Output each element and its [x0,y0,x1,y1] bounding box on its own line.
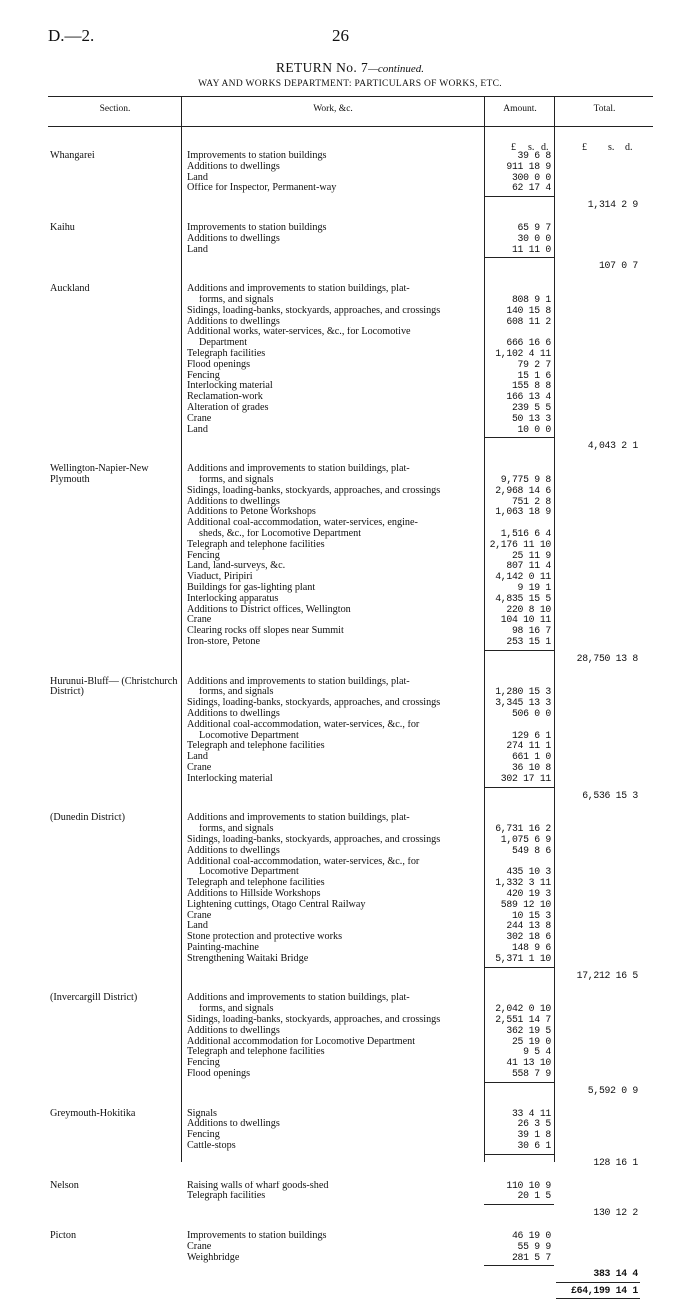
work-item: forms, and signals [199,687,274,698]
amount-value: 39 6 8 [517,150,551,161]
work-item: Department [199,338,248,349]
amount-value: 220 8 10 [506,603,551,615]
work-item: Sidings, loading-banks, stockyards, approaches, and crossings [187,1015,441,1025]
amount-value: 302 17 11 [500,772,551,784]
amount-value: 9 5 4 [523,1046,551,1058]
amount-value: 1,075 6 9 [500,834,551,845]
section-name: Wellington-Napier-New Plymouth [50,463,149,485]
section-total: 17,212 16 5 [576,969,638,981]
amount-value: 62 17 4 [511,182,551,194]
work-item: Additions and improvements to station buildings, plat- [187,993,410,1004]
column-header-section: Section. [99,104,131,114]
total-unit-pounds: £ [582,142,587,153]
work-item: Land [187,244,208,255]
section-name: Hurunui-Bluff— (Christchurch District) [50,675,178,698]
work-item: Raising walls of wharf goods-shed [187,1180,329,1191]
amount-value: 420 19 3 [506,888,551,899]
amount-subtotal-rule [484,196,554,197]
amount-value: 2,551 14 7 [495,1014,551,1025]
work-item: Signals [187,1108,218,1119]
work-item: Additions to Petone Workshops [187,507,316,518]
work-item: Additional accommodation for Locomotive Department [187,1036,416,1047]
amount-value: 9,775 9 8 [500,474,551,485]
amount-value: 50 13 3 [511,412,551,424]
amount-value: 362 19 5 [506,1024,551,1036]
amount-value: 33 4 11 [511,1107,551,1119]
section-total: 128 16 1 [593,1156,638,1168]
work-item: forms, and signals [199,824,274,835]
work-item: Buildings for gas-lighting plant [187,583,316,593]
amount-value: 15 1 6 [517,369,551,381]
amount-subtotal-rule [484,787,554,788]
work-item: Telegraph and telephone facilities [187,1047,325,1058]
work-item: Land, land-surveys, &c. [187,561,286,572]
amount-value: 302 18 6 [506,931,551,943]
amount-unit-pounds: £ [511,142,516,153]
column-header-total: Total. [593,104,616,114]
amount-value: 129 6 1 [511,729,551,741]
work-item: Additional coal-accommodation, water-services, &c., for [187,856,420,867]
amount-value: 808 9 1 [511,294,551,305]
work-item: Additions and improvements to station buildings, plat- [187,676,410,687]
work-item: Improvements to station buildings [187,151,327,161]
header-bottom-rule [48,126,653,127]
amount-value: 30 0 0 [517,232,551,244]
amount-value: 4,835 15 5 [495,592,551,604]
section-name: Auckland [50,283,90,295]
work-item: Improvements to station buildings [187,223,327,233]
amount-value: 1,516 6 4 [500,528,551,539]
amount-value: 46 19 0 [511,1230,551,1241]
amount-subtotal-rule [484,967,554,968]
work-item: Office for Inspector, Permanent-way [187,183,337,194]
amount-subtotal-rule [484,1154,554,1155]
amount-value: 41 13 10 [506,1057,551,1069]
column-header-amount: Amount. [503,104,537,114]
amount-value: 435 10 3 [506,866,551,878]
work-item: Locomotive Department [199,867,299,878]
amount-value: 911 18 9 [506,160,551,172]
work-item: Strengthening Waitaki Bridge [187,953,309,964]
amount-value: 2,176 11 10 [489,538,551,550]
table-top-rule [48,96,653,97]
amount-value: 244 13 8 [506,920,551,932]
amount-value: 155 8 8 [511,380,551,392]
work-item: Telegraph and telephone facilities [187,878,325,889]
section-name: (Dunedin District) [50,812,125,824]
column-header-work: Work, &c. [313,104,353,114]
amount-value: 4,142 0 11 [495,571,551,583]
amount-value: 79 2 7 [517,358,551,370]
amount-value: 20 1 5 [517,1190,551,1202]
work-item: Crane [187,615,212,626]
section-name: (Invercargill District) [50,992,138,1004]
amount-value: 30 6 1 [517,1140,551,1151]
work-item: Additions to dwellings [187,845,280,856]
amount-unit-shillings: s. [528,142,535,153]
amount-value: 2,968 14 6 [495,484,551,496]
return-title-main: RETURN No. 7 [275,60,369,75]
amount-value: 1,102 4 11 [495,348,551,359]
section-name: Kaihu [50,222,75,233]
amount-value: 589 12 10 [500,898,551,910]
return-subtitle: WAY AND WORKS DEPARTMENT: PARTICULARS OF WORKS, ETC. [198,79,502,89]
work-item: Land [187,752,208,763]
grand-total: £64,199 14 1 [571,1285,638,1297]
section-total: 107 0 7 [598,260,638,272]
work-item: Additions to dwellings [187,161,280,172]
work-item: Telegraph and telephone facilities [187,539,325,550]
work-item: Land [187,921,208,932]
section-total: 130 12 2 [593,1207,638,1219]
work-item: Locomotive Department [199,730,299,741]
work-item: forms, and signals [199,475,274,485]
work-item: Fencing [187,370,220,381]
document-reference: D.—2. [48,26,95,45]
work-item: Telegraph facilities [187,349,266,359]
work-item: Telegraph and telephone facilities [187,741,325,752]
work-item: Alteration of grades [187,403,269,413]
work-item: Crane [187,1241,212,1252]
work-item: Additions and improvements to station buildings, plat- [187,813,410,824]
work-item: Flood openings [187,359,251,370]
amount-value: 1,332 3 11 [495,877,551,889]
work-item: Additions to dwellings [187,1119,280,1130]
work-item: sheds, &c., for Locomotive Department [199,529,362,539]
amount-value: 558 7 9 [511,1068,551,1079]
return-title-continued: —continued. [368,63,425,75]
amount-value: 11 11 0 [511,243,551,255]
section-name: Nelson [50,1179,79,1191]
amount-value: 751 2 8 [511,495,551,507]
amount-value: 661 1 0 [511,751,551,763]
amount-subtotal-rule [484,257,554,258]
amount-value: 1,280 15 3 [495,686,551,698]
amount-value: 9 19 1 [517,582,551,593]
amount-value: 104 10 11 [500,614,551,626]
section-total: 4,043 2 1 [587,440,638,452]
work-item: Interlocking apparatus [187,593,279,604]
work-item: Sidings, loading-banks, stockyards, approaches, and crossings [187,835,441,845]
work-item: Sidings, loading-banks, stockyards, approaches, and crossings [187,485,441,496]
work-item: Viaduct, Piripiri [187,572,253,583]
amount-value: 807 11 4 [506,560,551,572]
work-item: Iron-store, Petone [187,637,260,647]
amount-value: 110 10 9 [506,1179,551,1191]
amount-value: 10 15 3 [511,909,551,921]
work-item: forms, and signals [199,295,274,305]
rule-section-work [181,96,182,1162]
amount-value: 25 19 0 [511,1035,551,1047]
work-item: Flood openings [187,1069,251,1079]
amount-value: 10 0 0 [517,423,551,435]
return-title [0,60,700,76]
work-item: Fencing [187,1058,220,1069]
work-item: Fencing [187,550,220,561]
work-item: forms, and signals [199,1004,274,1015]
amount-value: 3,345 13 3 [495,697,551,709]
work-item: Additions and improvements to station buildings, plat- [187,464,410,475]
section-total: 383 14 4 [593,1268,638,1280]
amount-value: 1,063 18 9 [495,506,551,518]
work-item: Lightening cuttings, Otago Central Railway [187,899,366,910]
amount-subtotal-rule [484,1082,554,1083]
work-item: Additions to dwellings [187,1025,280,1036]
section-total: 5,592 0 9 [587,1084,638,1096]
work-item: Interlocking material [187,773,273,784]
page-number: 26 [332,26,349,45]
work-item: Weighbridge [187,1252,240,1263]
amount-value: 25 11 9 [511,549,551,561]
total-unit-shillings: s. [608,142,615,153]
amount-value: 36 10 8 [511,762,551,773]
work-item: Additional works, water-services, &c., for Locomotive [187,327,411,338]
section-name: Greymouth-Hokitika [50,1107,136,1119]
amount-value: 274 11 1 [506,740,551,752]
rule-work-amount [484,96,485,1162]
grand-total-rule-top [556,1282,640,1283]
work-item: Land [187,424,208,435]
amount-subtotal-rule [484,1204,554,1205]
amount-subtotal-rule [484,650,554,651]
amount-value: 608 11 2 [506,315,551,327]
section-total: 6,536 15 3 [582,789,638,801]
amount-value: 140 15 8 [506,304,551,316]
work-item: Additional coal-accommodation, water-services, &c., for [187,719,420,730]
work-item: Additions to dwellings [187,316,280,327]
amount-value: 5,371 1 10 [495,952,551,964]
work-item: Land [187,172,208,183]
amount-subtotal-rule [484,437,554,438]
work-item: Additions to dwellings [187,709,280,719]
amount-value: 65 9 7 [517,222,551,233]
amount-value: 666 16 6 [506,337,551,349]
total-unit-pence: d. [625,142,633,153]
work-item: Clearing rocks off slopes near Summit [187,626,344,637]
work-item: Fencing [187,1130,220,1141]
amount-value: 55 9 9 [517,1240,551,1252]
amount-value: 506 0 0 [511,708,551,719]
work-item: Sidings, loading-banks, stockyards, approaches, and crossings [187,305,441,316]
work-item: Interlocking material [187,381,273,392]
amount-value: 39 1 8 [517,1129,551,1141]
rule-amount-total [554,96,555,1162]
section-total: 28,750 13 8 [576,652,638,664]
amount-value: 98 16 7 [511,625,551,637]
work-item: Improvements to station buildings [187,1231,327,1241]
work-item: Additions to dwellings [187,496,280,507]
work-item: Telegraph facilities [187,1191,266,1202]
amount-value: 26 3 5 [517,1118,551,1130]
amount-value: 281 5 7 [511,1251,551,1263]
work-item: Painting-machine [187,943,259,953]
amount-value: 2,042 0 10 [495,1003,551,1015]
amount-unit-pence: d. [541,142,549,153]
work-item: Cattle-stops [187,1141,236,1151]
work-item: Additions and improvements to station buildings, plat- [187,284,410,295]
work-item: Additional coal-accommodation, water-services, engine- [187,518,418,529]
amount-value: 300 0 0 [511,171,551,183]
section-name: Whangarei [50,150,95,161]
amount-value: 239 5 5 [511,402,551,413]
amount-value: 253 15 1 [506,636,551,647]
work-item: Crane [187,413,212,424]
work-item: Reclamation-work [187,392,263,403]
amount-value: 549 8 6 [511,844,551,856]
work-item: Crane [187,910,212,921]
work-item: Stone protection and protective works [187,932,343,943]
work-item: Additions to Hillside Workshops [187,889,321,899]
section-total: 1,314 2 9 [587,199,638,211]
work-item: Sidings, loading-banks, stockyards, approaches, and crossings [187,698,441,709]
work-item: Crane [187,763,212,773]
section-name: Picton [50,1230,77,1241]
amount-value: 166 13 4 [506,391,551,403]
amount-value: 6,731 16 2 [495,823,551,835]
work-item: Additions to District offices, Wellington [187,604,351,615]
amount-subtotal-rule [484,1265,554,1266]
amount-value: 148 9 6 [511,942,551,953]
work-item: Additions to dwellings [187,233,280,244]
